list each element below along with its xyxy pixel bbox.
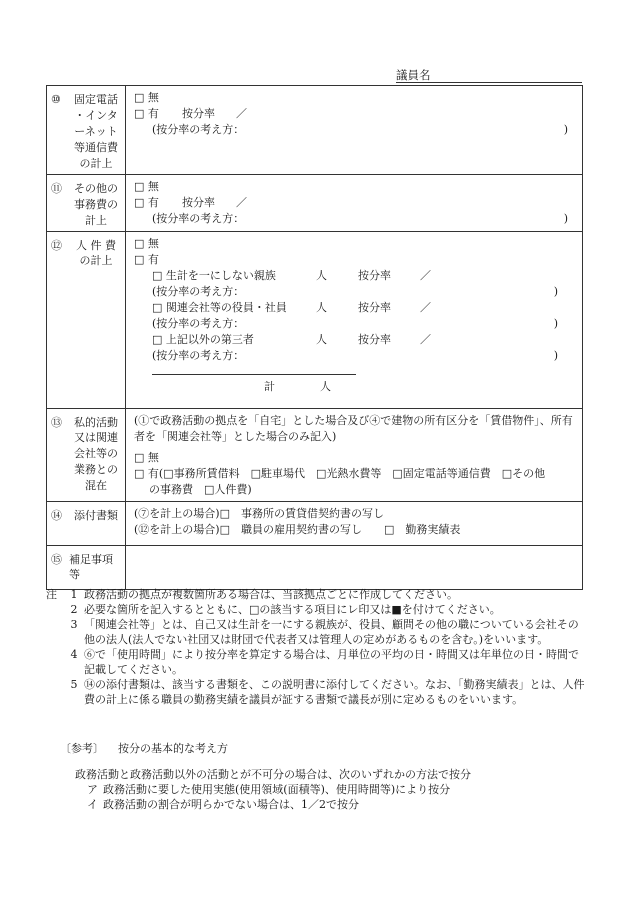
rate-slash: ／ — [420, 300, 431, 314]
row-number: ⑫ — [51, 238, 62, 252]
row-label: 人 件 費 の計上 — [76, 238, 116, 268]
reference-intro: 政務活動と政務活動以外の活動とが不可分の場合は、次のいずれかの方法で按分 — [75, 768, 471, 781]
rate-reason-close: ) — [553, 348, 558, 362]
row-telecom-content — [126, 86, 583, 175]
reference-item-text: 政務活動の割合が明らかでない場合は、1／2で按分 — [103, 798, 359, 811]
rate-label: 按分率 — [358, 268, 391, 282]
checkbox-yes[interactable]: □ 有 — [134, 107, 159, 120]
row-other-office-label-cell — [47, 174, 126, 231]
rate-reason-close: ) — [553, 284, 558, 298]
note-text: 政務活動の拠点が複数箇所ある場合は、当該拠点ごとに作成してください。 — [84, 588, 458, 601]
note-text: 必要な箇所を記入するとともに、□の該当する項目にレ印又は■を付けてください。 — [84, 603, 501, 616]
row-label: 私的活動 又は関連 会社等の 業務との 混在 — [74, 415, 118, 493]
rate-label: 按分率 — [358, 332, 391, 346]
reference-header — [60, 741, 242, 761]
checkbox-none[interactable]: □ 無 — [134, 179, 159, 193]
row-other-office — [47, 174, 583, 231]
row-personnel-content — [126, 231, 583, 408]
row-attachments-label-cell — [47, 501, 126, 545]
rate-reason-close: ) — [563, 123, 568, 136]
row-number: ⑩ — [51, 93, 61, 106]
attachment-employment-contract[interactable]: (⑫を計上の場合)□ 職員の雇用契約書の写し □ 勤務実績表 — [134, 522, 461, 536]
checkbox-none[interactable]: □ 無 — [134, 450, 159, 464]
reference-title: 按分の基本的な考え方 — [118, 742, 228, 755]
reference-item-key: ア — [87, 783, 98, 796]
rate-slash: ／ — [420, 332, 431, 346]
people-unit: 人 — [316, 300, 327, 314]
row-label: その他の 事務費の 計上 — [74, 181, 118, 227]
reference-tag: 〔参考〕 — [60, 742, 104, 755]
rate-reason-label: (按分率の考え方： — [152, 211, 245, 225]
checkbox-yes[interactable]: □ 有 — [134, 252, 159, 266]
note-number: 4 — [70, 648, 78, 661]
member-name-label: 議員名 — [396, 68, 431, 82]
notes-prefix: 注 — [46, 588, 57, 601]
rate-label: 按分率 — [182, 195, 215, 209]
rate-reason-label: (按分率の考え方： — [152, 348, 245, 362]
expense-form-table — [46, 85, 583, 590]
row-attachments — [47, 501, 583, 545]
row-number: ⑬ — [51, 415, 62, 429]
checkbox-yes[interactable]: □ 有 — [134, 195, 159, 209]
rate-reason-label: (按分率の考え方： — [152, 316, 245, 330]
notes-section — [46, 587, 586, 707]
row-mixed-use-label-cell — [47, 408, 126, 501]
reference-item-key: イ — [87, 798, 98, 811]
rate-reason-close: ) — [553, 316, 558, 330]
row-personnel-label-cell — [47, 231, 126, 408]
reference-item-text: 政務活動に要した使用実態(使用領域(面積等)、使用時間等)により按分 — [103, 783, 451, 796]
people-unit: 人 — [316, 332, 327, 346]
total-divider — [152, 374, 356, 375]
row-telecom-label-cell — [47, 86, 126, 175]
row-supplement — [47, 545, 583, 589]
note-number: 1 — [70, 588, 78, 601]
row-number: ⑪ — [51, 181, 62, 195]
row-label: 添付書類 — [74, 508, 118, 522]
note-text: ⑥で「使用時間」により按分率を算定する場合は、月単位の平均の日・時間又は年単位の日・時間で記載してください。 — [84, 648, 579, 676]
row-mixed-use — [47, 408, 583, 501]
attachment-lease-contract[interactable]: (⑦を計上の場合)□ 事務所の賃貸借契約書の写し — [134, 506, 384, 520]
people-unit: 人 — [316, 268, 327, 282]
row-attachments-content — [126, 501, 583, 545]
reference-body — [75, 767, 471, 812]
rate-slash: ／ — [236, 107, 247, 120]
rate-slash: ／ — [236, 195, 247, 209]
row-supplement-label-cell — [47, 545, 126, 589]
personnel-category-relatives[interactable]: □ 生計を一にしない親族 — [152, 268, 276, 282]
rate-reason-label: (按分率の考え方： — [152, 123, 245, 136]
rate-label: 按分率 — [182, 107, 215, 120]
note-number: 5 — [70, 678, 78, 691]
row-other-office-content — [126, 174, 583, 231]
checkbox-yes-with-options[interactable]: □ 有(□事務所賃借料 □駐車場代 □光熱水費等 □固定電話等通信費 □その他 — [134, 466, 546, 480]
row-personnel — [47, 231, 583, 408]
note-text: ⑭の添付書類は、該当する書類を、この説明書に添付してください。なお、「勤務実績表」とは、人件費の計上に係る職員の勤務実績を議員が証する書類で議長が別に定めるものをいいます。 — [84, 678, 585, 706]
note-number: 2 — [70, 603, 78, 616]
supplement-field[interactable] — [126, 545, 583, 589]
checkbox-none[interactable]: □ 無 — [134, 236, 159, 250]
personnel-category-affiliate[interactable]: □ 関連会社等の役員・社員 — [152, 300, 287, 314]
row-label: 固定電話 ・インタ ーネット 等通信費 の計上 — [74, 93, 118, 170]
checkbox-yes-options-cont: の事務費 □人件費) — [149, 482, 252, 496]
personnel-category-third-party[interactable]: □ 上記以外の第三者 — [152, 332, 254, 346]
note-text: 「関連会社等」とは、自己又は生計を一にする親族が、役員、顧問その他の職についている会社その他の法人(法人でない社団又は財団で代表者又は管理人の定めがあるものを含む。)をいいます。 — [84, 618, 579, 646]
rate-reason-label: (按分率の考え方： — [152, 284, 245, 298]
row-mixed-use-content — [126, 408, 583, 501]
member-name-field[interactable] — [396, 67, 582, 83]
rate-slash: ／ — [420, 268, 431, 282]
total-label: 計 — [264, 379, 275, 393]
row-telecom — [47, 86, 583, 175]
mixed-use-instruction: (①で政務活動の拠点を「自宅」とした場合及び④で建物の所有区分を「賃借物件」、所有者を「関連会社等」とした場合のみ記入) — [134, 413, 573, 443]
row-number: ⑭ — [51, 508, 62, 522]
checkbox-none[interactable]: □ 無 — [134, 91, 159, 104]
total-people-unit: 人 — [320, 379, 331, 393]
row-label: 補足事項 等 — [69, 552, 113, 582]
note-number: 3 — [70, 618, 78, 631]
rate-reason-close: ) — [563, 211, 568, 225]
row-number: ⑮ — [51, 552, 62, 566]
rate-label: 按分率 — [358, 300, 391, 314]
